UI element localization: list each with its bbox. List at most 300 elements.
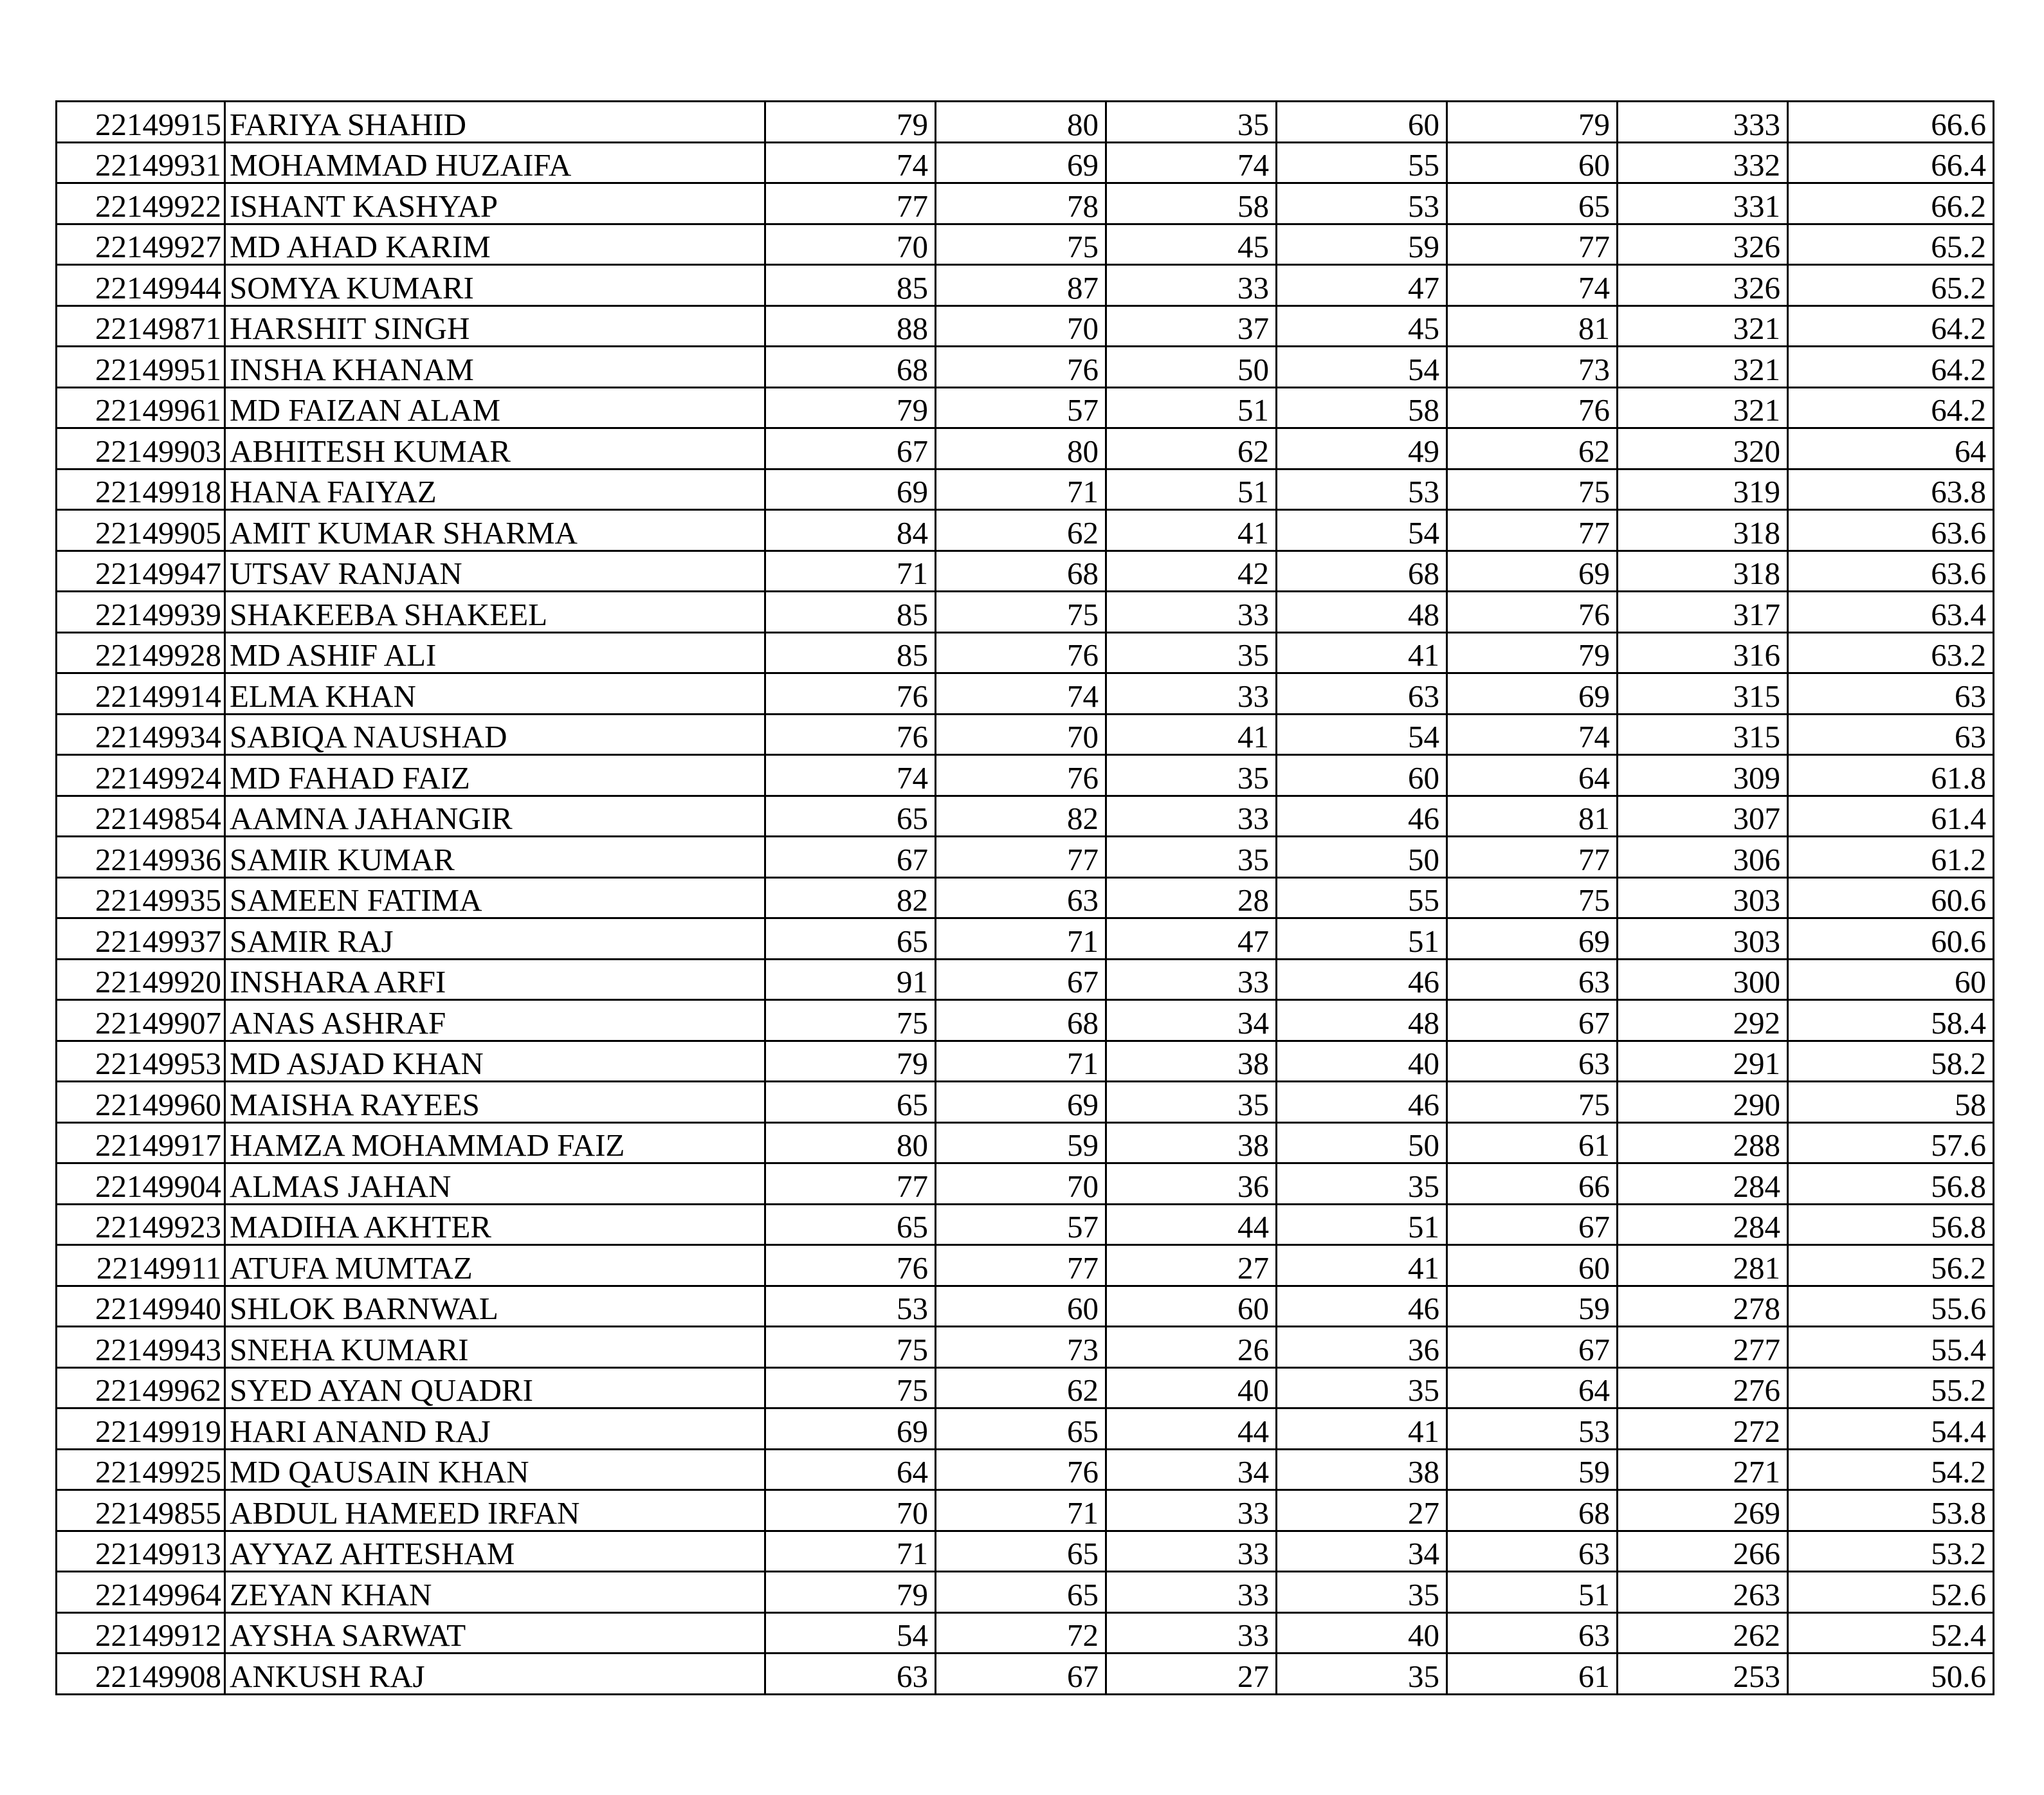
roll-number-cell: 22149960 xyxy=(57,1082,225,1123)
subject-mark-cell: 37 xyxy=(1106,305,1277,347)
subject-mark-cell: 76 xyxy=(765,673,936,715)
subject-mark-cell: 70 xyxy=(765,224,936,265)
percentage-cell: 53.2 xyxy=(1788,1531,1994,1572)
total-cell: 290 xyxy=(1618,1082,1788,1123)
subject-mark-cell: 60 xyxy=(1277,755,1447,796)
percentage-cell: 63.6 xyxy=(1788,551,1994,592)
student-name-cell: ATUFA MUMTAZ xyxy=(225,1245,765,1286)
subject-mark-cell: 75 xyxy=(936,592,1106,633)
student-name-cell: AYSHA SARWAT xyxy=(225,1612,765,1654)
subject-mark-cell: 35 xyxy=(1106,1082,1277,1123)
roll-number-cell: 22149871 xyxy=(57,305,225,347)
subject-mark-cell: 50 xyxy=(1106,347,1277,388)
total-cell: 291 xyxy=(1618,1041,1788,1082)
roll-number-cell: 22149911 xyxy=(57,1245,225,1286)
roll-number-cell: 22149944 xyxy=(57,265,225,306)
roll-number-cell: 22149914 xyxy=(57,673,225,715)
subject-mark-cell: 54 xyxy=(1277,714,1447,755)
table-row xyxy=(57,755,1994,796)
roll-number-cell: 22149912 xyxy=(57,1612,225,1654)
student-name-cell: MAISHA RAYEES xyxy=(225,1082,765,1123)
percentage-cell: 56.2 xyxy=(1788,1245,1994,1286)
student-name-cell: SYED AYAN QUADRI xyxy=(225,1367,765,1408)
total-cell: 276 xyxy=(1618,1367,1788,1408)
subject-mark-cell: 59 xyxy=(1447,1449,1618,1490)
subject-mark-cell: 70 xyxy=(936,1163,1106,1205)
subject-mark-cell: 28 xyxy=(1106,877,1277,918)
subject-mark-cell: 76 xyxy=(765,1245,936,1286)
subject-mark-cell: 41 xyxy=(1277,632,1447,673)
subject-mark-cell: 76 xyxy=(936,347,1106,388)
subject-mark-cell: 50 xyxy=(1277,1122,1447,1163)
student-name-cell: ELMA KHAN xyxy=(225,673,765,715)
subject-mark-cell: 48 xyxy=(1277,592,1447,633)
percentage-cell: 64 xyxy=(1788,428,1994,469)
subject-mark-cell: 64 xyxy=(1447,1367,1618,1408)
subject-mark-cell: 74 xyxy=(1106,142,1277,183)
subject-mark-cell: 62 xyxy=(936,1367,1106,1408)
student-name-cell: SAMIR RAJ xyxy=(225,918,765,960)
subject-mark-cell: 74 xyxy=(1447,714,1618,755)
student-name-cell: ANAS ASHRAF xyxy=(225,1000,765,1041)
subject-mark-cell: 67 xyxy=(765,837,936,878)
subject-mark-cell: 53 xyxy=(765,1286,936,1327)
subject-mark-cell: 46 xyxy=(1277,796,1447,837)
percentage-cell: 58.4 xyxy=(1788,1000,1994,1041)
table-row xyxy=(57,877,1994,918)
table-row xyxy=(57,1612,1994,1654)
subject-mark-cell: 82 xyxy=(765,877,936,918)
subject-mark-cell: 77 xyxy=(765,183,936,224)
table-row xyxy=(57,1204,1994,1245)
subject-mark-cell: 63 xyxy=(1447,1531,1618,1572)
roll-number-cell: 22149922 xyxy=(57,183,225,224)
student-name-cell: HARI ANAND RAJ xyxy=(225,1408,765,1450)
total-cell: 318 xyxy=(1618,510,1788,551)
total-cell: 319 xyxy=(1618,469,1788,510)
marks-table-body xyxy=(57,102,1994,1695)
subject-mark-cell: 54 xyxy=(765,1612,936,1654)
roll-number-cell: 22149961 xyxy=(57,387,225,428)
total-cell: 307 xyxy=(1618,796,1788,837)
student-name-cell: FARIYA SHAHID xyxy=(225,102,765,143)
subject-mark-cell: 75 xyxy=(1447,1082,1618,1123)
subject-mark-cell: 80 xyxy=(936,102,1106,143)
subject-mark-cell: 49 xyxy=(1277,428,1447,469)
roll-number-cell: 22149903 xyxy=(57,428,225,469)
table-row xyxy=(57,1245,1994,1286)
subject-mark-cell: 59 xyxy=(936,1122,1106,1163)
total-cell: 266 xyxy=(1618,1531,1788,1572)
percentage-cell: 61.2 xyxy=(1788,837,1994,878)
percentage-cell: 63.6 xyxy=(1788,510,1994,551)
subject-mark-cell: 53 xyxy=(1447,1408,1618,1450)
subject-mark-cell: 51 xyxy=(1106,387,1277,428)
total-cell: 303 xyxy=(1618,918,1788,960)
subject-mark-cell: 81 xyxy=(1447,305,1618,347)
subject-mark-cell: 80 xyxy=(765,1122,936,1163)
total-cell: 253 xyxy=(1618,1654,1788,1695)
percentage-cell: 60.6 xyxy=(1788,877,1994,918)
subject-mark-cell: 34 xyxy=(1277,1531,1447,1572)
subject-mark-cell: 79 xyxy=(765,102,936,143)
total-cell: 317 xyxy=(1618,592,1788,633)
subject-mark-cell: 33 xyxy=(1106,959,1277,1000)
roll-number-cell: 22149936 xyxy=(57,837,225,878)
table-row xyxy=(57,592,1994,633)
student-name-cell: MD AHAD KARIM xyxy=(225,224,765,265)
subject-mark-cell: 47 xyxy=(1277,265,1447,306)
subject-mark-cell: 69 xyxy=(765,1408,936,1450)
table-row xyxy=(57,1654,1994,1695)
subject-mark-cell: 38 xyxy=(1106,1122,1277,1163)
subject-mark-cell: 74 xyxy=(936,673,1106,715)
total-cell: 303 xyxy=(1618,877,1788,918)
subject-mark-cell: 54 xyxy=(1277,510,1447,551)
subject-mark-cell: 27 xyxy=(1106,1245,1277,1286)
subject-mark-cell: 46 xyxy=(1277,1286,1447,1327)
subject-mark-cell: 87 xyxy=(936,265,1106,306)
subject-mark-cell: 67 xyxy=(936,959,1106,1000)
subject-mark-cell: 69 xyxy=(936,142,1106,183)
subject-mark-cell: 70 xyxy=(936,305,1106,347)
roll-number-cell: 22149951 xyxy=(57,347,225,388)
roll-number-cell: 22149935 xyxy=(57,877,225,918)
table-row xyxy=(57,1163,1994,1205)
subject-mark-cell: 79 xyxy=(765,387,936,428)
percentage-cell: 55.6 xyxy=(1788,1286,1994,1327)
marks-table xyxy=(55,100,1994,1695)
percentage-cell: 54.2 xyxy=(1788,1449,1994,1490)
percentage-cell: 61.8 xyxy=(1788,755,1994,796)
student-name-cell: MD QAUSAIN KHAN xyxy=(225,1449,765,1490)
subject-mark-cell: 35 xyxy=(1106,102,1277,143)
subject-mark-cell: 75 xyxy=(1447,877,1618,918)
total-cell: 263 xyxy=(1618,1572,1788,1613)
subject-mark-cell: 55 xyxy=(1277,142,1447,183)
subject-mark-cell: 36 xyxy=(1277,1327,1447,1368)
subject-mark-cell: 71 xyxy=(936,918,1106,960)
subject-mark-cell: 27 xyxy=(1277,1490,1447,1531)
subject-mark-cell: 26 xyxy=(1106,1327,1277,1368)
subject-mark-cell: 63 xyxy=(936,877,1106,918)
subject-mark-cell: 53 xyxy=(1277,183,1447,224)
percentage-cell: 50.6 xyxy=(1788,1654,1994,1695)
student-name-cell: ALMAS JAHAN xyxy=(225,1163,765,1205)
subject-mark-cell: 60 xyxy=(1106,1286,1277,1327)
table-row xyxy=(57,1000,1994,1041)
subject-mark-cell: 81 xyxy=(1447,796,1618,837)
subject-mark-cell: 67 xyxy=(1447,1000,1618,1041)
subject-mark-cell: 33 xyxy=(1106,1531,1277,1572)
subject-mark-cell: 65 xyxy=(765,796,936,837)
subject-mark-cell: 41 xyxy=(1106,714,1277,755)
student-name-cell: SNEHA KUMARI xyxy=(225,1327,765,1368)
total-cell: 326 xyxy=(1618,224,1788,265)
table-row xyxy=(57,959,1994,1000)
subject-mark-cell: 82 xyxy=(936,796,1106,837)
subject-mark-cell: 68 xyxy=(936,1000,1106,1041)
subject-mark-cell: 62 xyxy=(936,510,1106,551)
subject-mark-cell: 76 xyxy=(765,714,936,755)
subject-mark-cell: 60 xyxy=(936,1286,1106,1327)
subject-mark-cell: 51 xyxy=(1277,1204,1447,1245)
subject-mark-cell: 44 xyxy=(1106,1204,1277,1245)
subject-mark-cell: 75 xyxy=(936,224,1106,265)
subject-mark-cell: 35 xyxy=(1277,1654,1447,1695)
subject-mark-cell: 75 xyxy=(765,1367,936,1408)
student-name-cell: INSHA KHANAM xyxy=(225,347,765,388)
subject-mark-cell: 76 xyxy=(936,755,1106,796)
total-cell: 284 xyxy=(1618,1163,1788,1205)
total-cell: 318 xyxy=(1618,551,1788,592)
subject-mark-cell: 77 xyxy=(1447,224,1618,265)
subject-mark-cell: 33 xyxy=(1106,796,1277,837)
subject-mark-cell: 40 xyxy=(1277,1041,1447,1082)
roll-number-cell: 22149934 xyxy=(57,714,225,755)
total-cell: 300 xyxy=(1618,959,1788,1000)
percentage-cell: 63.4 xyxy=(1788,592,1994,633)
student-name-cell: SHAKEEBA SHAKEEL xyxy=(225,592,765,633)
total-cell: 320 xyxy=(1618,428,1788,469)
percentage-cell: 66.4 xyxy=(1788,142,1994,183)
subject-mark-cell: 65 xyxy=(936,1531,1106,1572)
percentage-cell: 63 xyxy=(1788,714,1994,755)
subject-mark-cell: 77 xyxy=(1447,510,1618,551)
subject-mark-cell: 64 xyxy=(1447,755,1618,796)
total-cell: 326 xyxy=(1618,265,1788,306)
subject-mark-cell: 77 xyxy=(936,837,1106,878)
subject-mark-cell: 35 xyxy=(1106,837,1277,878)
total-cell: 316 xyxy=(1618,632,1788,673)
student-name-cell: SOMYA KUMARI xyxy=(225,265,765,306)
subject-mark-cell: 64 xyxy=(765,1449,936,1490)
percentage-cell: 55.4 xyxy=(1788,1327,1994,1368)
subject-mark-cell: 79 xyxy=(1447,102,1618,143)
percentage-cell: 56.8 xyxy=(1788,1204,1994,1245)
total-cell: 269 xyxy=(1618,1490,1788,1531)
student-name-cell: ABDUL HAMEED IRFAN xyxy=(225,1490,765,1531)
subject-mark-cell: 60 xyxy=(1277,102,1447,143)
subject-mark-cell: 68 xyxy=(1447,1490,1618,1531)
student-name-cell: HARSHIT SINGH xyxy=(225,305,765,347)
subject-mark-cell: 35 xyxy=(1106,632,1277,673)
roll-number-cell: 22149927 xyxy=(57,224,225,265)
roll-number-cell: 22149915 xyxy=(57,102,225,143)
total-cell: 333 xyxy=(1618,102,1788,143)
subject-mark-cell: 91 xyxy=(765,959,936,1000)
student-name-cell: SAMEEN FATIMA xyxy=(225,877,765,918)
total-cell: 277 xyxy=(1618,1327,1788,1368)
subject-mark-cell: 57 xyxy=(936,387,1106,428)
subject-mark-cell: 69 xyxy=(1447,673,1618,715)
subject-mark-cell: 27 xyxy=(1106,1654,1277,1695)
table-row xyxy=(57,714,1994,755)
subject-mark-cell: 33 xyxy=(1106,1572,1277,1613)
subject-mark-cell: 63 xyxy=(1447,959,1618,1000)
table-row xyxy=(57,918,1994,960)
subject-mark-cell: 51 xyxy=(1277,918,1447,960)
subject-mark-cell: 69 xyxy=(765,469,936,510)
subject-mark-cell: 41 xyxy=(1277,1408,1447,1450)
roll-number-cell: 22149917 xyxy=(57,1122,225,1163)
subject-mark-cell: 68 xyxy=(765,347,936,388)
roll-number-cell: 22149962 xyxy=(57,1367,225,1408)
subject-mark-cell: 65 xyxy=(765,918,936,960)
subject-mark-cell: 85 xyxy=(765,632,936,673)
subject-mark-cell: 51 xyxy=(1106,469,1277,510)
subject-mark-cell: 34 xyxy=(1106,1449,1277,1490)
total-cell: 331 xyxy=(1618,183,1788,224)
student-name-cell: AYYAZ AHTESHAM xyxy=(225,1531,765,1572)
subject-mark-cell: 62 xyxy=(1447,428,1618,469)
student-name-cell: ISHANT KASHYAP xyxy=(225,183,765,224)
table-row xyxy=(57,1367,1994,1408)
subject-mark-cell: 33 xyxy=(1106,265,1277,306)
percentage-cell: 63.8 xyxy=(1788,469,1994,510)
total-cell: 306 xyxy=(1618,837,1788,878)
roll-number-cell: 22149923 xyxy=(57,1204,225,1245)
subject-mark-cell: 33 xyxy=(1106,1490,1277,1531)
subject-mark-cell: 47 xyxy=(1106,918,1277,960)
percentage-cell: 52.6 xyxy=(1788,1572,1994,1613)
student-name-cell: ABHITESH KUMAR xyxy=(225,428,765,469)
percentage-cell: 65.2 xyxy=(1788,224,1994,265)
table-row xyxy=(57,1041,1994,1082)
total-cell: 281 xyxy=(1618,1245,1788,1286)
subject-mark-cell: 54 xyxy=(1277,347,1447,388)
roll-number-cell: 22149918 xyxy=(57,469,225,510)
subject-mark-cell: 65 xyxy=(936,1572,1106,1613)
roll-number-cell: 22149908 xyxy=(57,1654,225,1695)
roll-number-cell: 22149943 xyxy=(57,1327,225,1368)
percentage-cell: 63 xyxy=(1788,673,1994,715)
student-name-cell: ZEYAN KHAN xyxy=(225,1572,765,1613)
subject-mark-cell: 33 xyxy=(1106,592,1277,633)
roll-number-cell: 22149940 xyxy=(57,1286,225,1327)
subject-mark-cell: 34 xyxy=(1106,1000,1277,1041)
roll-number-cell: 22149904 xyxy=(57,1163,225,1205)
student-name-cell: HANA FAIYAZ xyxy=(225,469,765,510)
subject-mark-cell: 69 xyxy=(1447,918,1618,960)
subject-mark-cell: 45 xyxy=(1277,305,1447,347)
subject-mark-cell: 35 xyxy=(1277,1367,1447,1408)
subject-mark-cell: 69 xyxy=(936,1082,1106,1123)
roll-number-cell: 22149953 xyxy=(57,1041,225,1082)
subject-mark-cell: 88 xyxy=(765,305,936,347)
subject-mark-cell: 59 xyxy=(1447,1286,1618,1327)
percentage-cell: 60 xyxy=(1788,959,1994,1000)
table-row xyxy=(57,469,1994,510)
roll-number-cell: 22149947 xyxy=(57,551,225,592)
percentage-cell: 56.8 xyxy=(1788,1163,1994,1205)
percentage-cell: 66.6 xyxy=(1788,102,1994,143)
subject-mark-cell: 33 xyxy=(1106,673,1277,715)
table-row xyxy=(57,1572,1994,1613)
subject-mark-cell: 71 xyxy=(936,469,1106,510)
percentage-cell: 64.2 xyxy=(1788,387,1994,428)
subject-mark-cell: 85 xyxy=(765,265,936,306)
subject-mark-cell: 76 xyxy=(936,1449,1106,1490)
table-row xyxy=(57,510,1994,551)
table-row xyxy=(57,1490,1994,1531)
roll-number-cell: 22149920 xyxy=(57,959,225,1000)
subject-mark-cell: 35 xyxy=(1106,755,1277,796)
table-row xyxy=(57,551,1994,592)
subject-mark-cell: 68 xyxy=(1277,551,1447,592)
subject-mark-cell: 67 xyxy=(765,428,936,469)
subject-mark-cell: 67 xyxy=(1447,1204,1618,1245)
subject-mark-cell: 65 xyxy=(765,1082,936,1123)
roll-number-cell: 22149905 xyxy=(57,510,225,551)
total-cell: 284 xyxy=(1618,1204,1788,1245)
table-row xyxy=(57,837,1994,878)
subject-mark-cell: 74 xyxy=(1447,265,1618,306)
subject-mark-cell: 77 xyxy=(1447,837,1618,878)
student-name-cell: MADIHA AKHTER xyxy=(225,1204,765,1245)
total-cell: 321 xyxy=(1618,305,1788,347)
percentage-cell: 66.2 xyxy=(1788,183,1994,224)
table-row xyxy=(57,1286,1994,1327)
total-cell: 262 xyxy=(1618,1612,1788,1654)
subject-mark-cell: 76 xyxy=(1447,592,1618,633)
subject-mark-cell: 65 xyxy=(765,1204,936,1245)
table-row xyxy=(57,347,1994,388)
subject-mark-cell: 80 xyxy=(936,428,1106,469)
student-name-cell: HAMZA MOHAMMAD FAIZ xyxy=(225,1122,765,1163)
total-cell: 315 xyxy=(1618,673,1788,715)
subject-mark-cell: 84 xyxy=(765,510,936,551)
subject-mark-cell: 71 xyxy=(936,1041,1106,1082)
subject-mark-cell: 74 xyxy=(765,142,936,183)
roll-number-cell: 22149924 xyxy=(57,755,225,796)
total-cell: 278 xyxy=(1618,1286,1788,1327)
subject-mark-cell: 50 xyxy=(1277,837,1447,878)
subject-mark-cell: 44 xyxy=(1106,1408,1277,1450)
table-row xyxy=(57,102,1994,143)
table-row xyxy=(57,305,1994,347)
table-row xyxy=(57,142,1994,183)
subject-mark-cell: 75 xyxy=(765,1000,936,1041)
subject-mark-cell: 63 xyxy=(1447,1041,1618,1082)
percentage-cell: 58.2 xyxy=(1788,1041,1994,1082)
subject-mark-cell: 76 xyxy=(1447,387,1618,428)
subject-mark-cell: 77 xyxy=(765,1163,936,1205)
percentage-cell: 54.4 xyxy=(1788,1408,1994,1450)
roll-number-cell: 22149931 xyxy=(57,142,225,183)
roll-number-cell: 22149937 xyxy=(57,918,225,960)
roll-number-cell: 22149907 xyxy=(57,1000,225,1041)
roll-number-cell: 22149964 xyxy=(57,1572,225,1613)
total-cell: 315 xyxy=(1618,714,1788,755)
subject-mark-cell: 63 xyxy=(765,1654,936,1695)
subject-mark-cell: 69 xyxy=(1447,551,1618,592)
subject-mark-cell: 48 xyxy=(1277,1000,1447,1041)
student-name-cell: INSHARA ARFI xyxy=(225,959,765,1000)
subject-mark-cell: 71 xyxy=(936,1490,1106,1531)
student-name-cell: MD FAHAD FAIZ xyxy=(225,755,765,796)
table-row xyxy=(57,1531,1994,1572)
subject-mark-cell: 67 xyxy=(936,1654,1106,1695)
subject-mark-cell: 63 xyxy=(1447,1612,1618,1654)
total-cell: 321 xyxy=(1618,387,1788,428)
roll-number-cell: 22149855 xyxy=(57,1490,225,1531)
subject-mark-cell: 41 xyxy=(1277,1245,1447,1286)
subject-mark-cell: 33 xyxy=(1106,1612,1277,1654)
total-cell: 271 xyxy=(1618,1449,1788,1490)
subject-mark-cell: 79 xyxy=(765,1041,936,1082)
subject-mark-cell: 74 xyxy=(765,755,936,796)
